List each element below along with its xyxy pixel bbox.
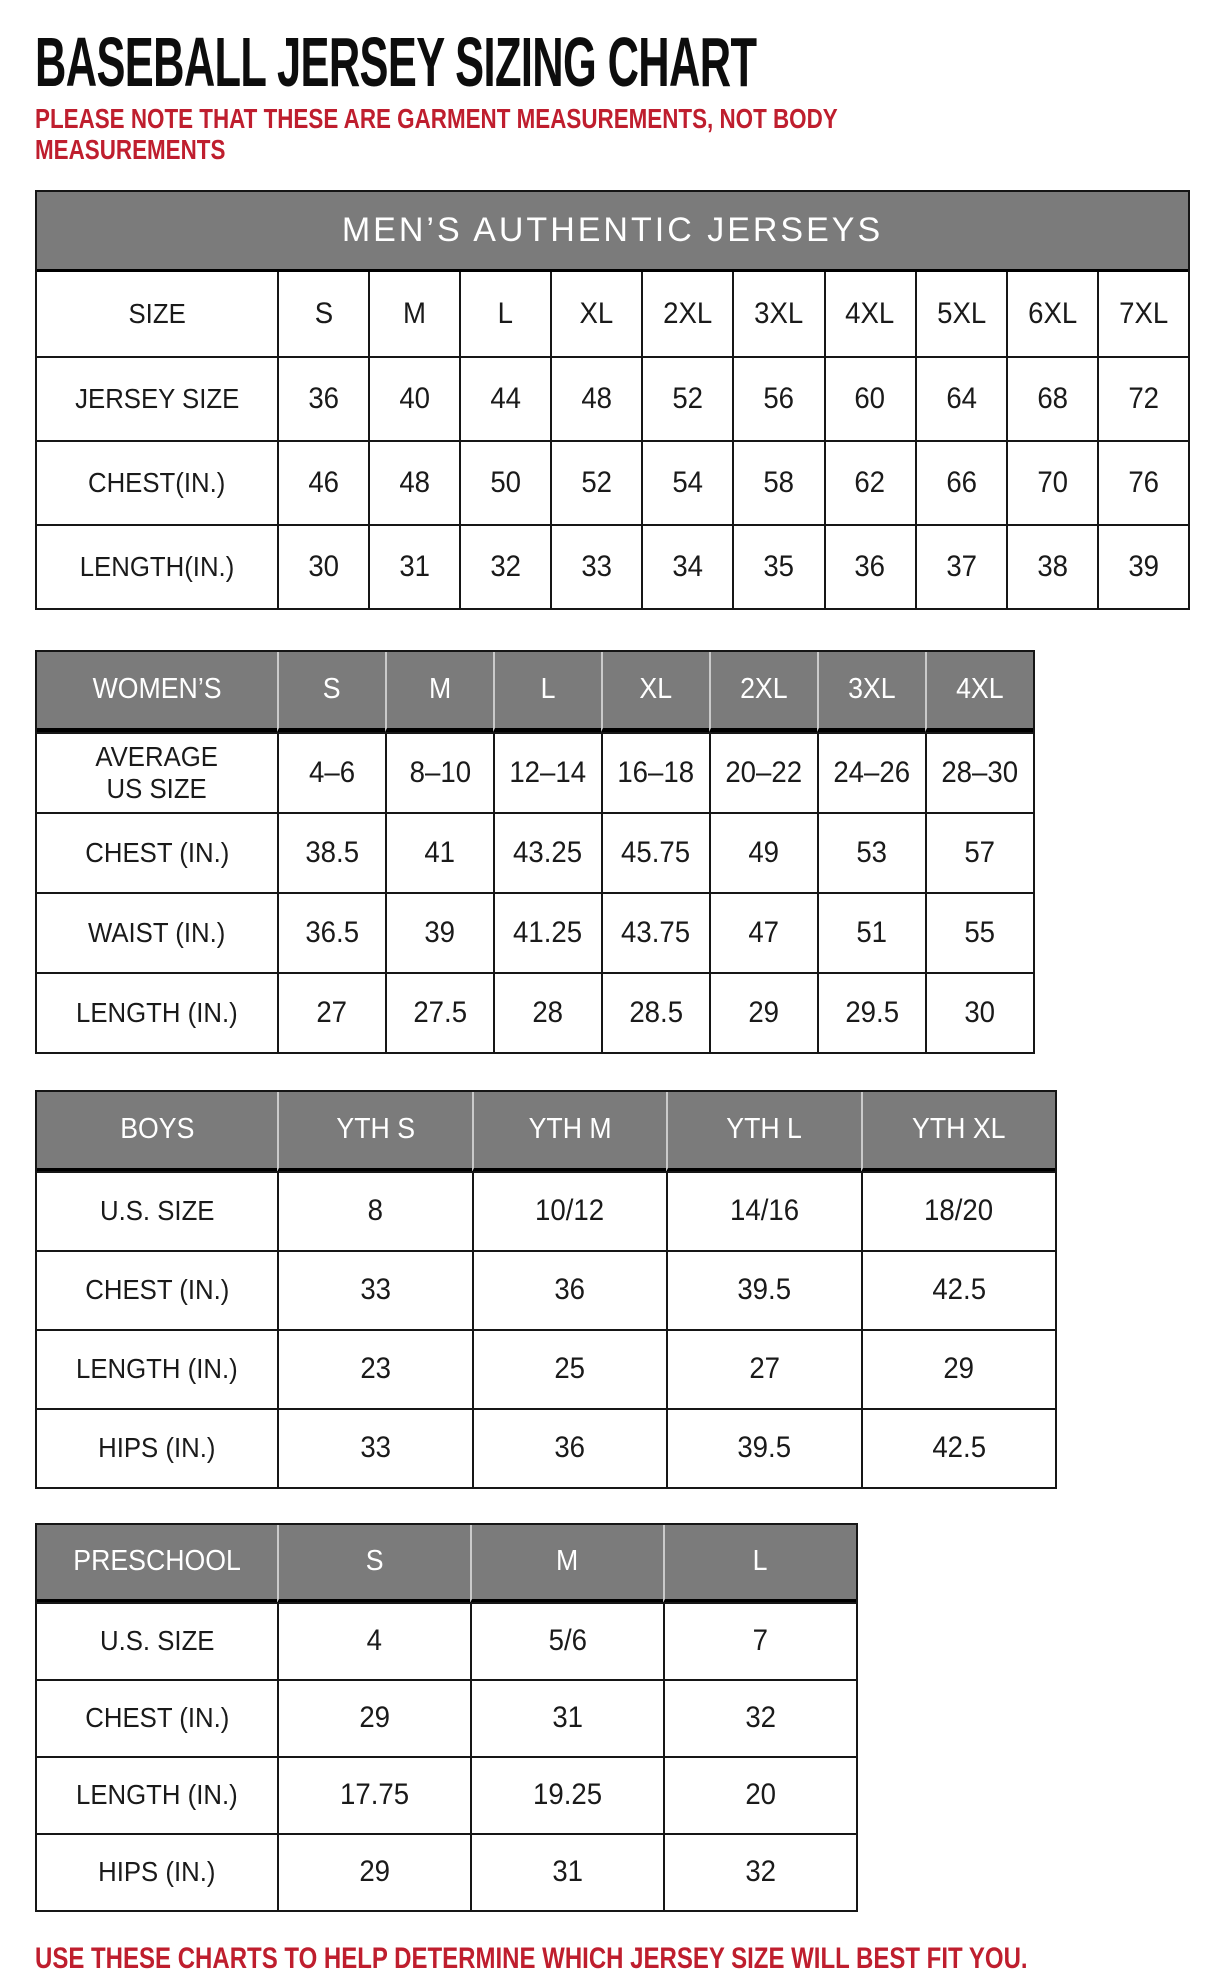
- mens-value-cell: 76: [1097, 440, 1188, 524]
- mens-value-cell: 33: [550, 524, 641, 608]
- womens-row-label-cell: LENGTH (IN.): [37, 972, 277, 1052]
- boys-value-cell: 42.5: [861, 1250, 1056, 1329]
- mens-value-cell: 48: [550, 356, 641, 440]
- womens-value-cell: 41: [385, 812, 493, 892]
- womens-header-cell: 4XL: [925, 652, 1033, 732]
- boys-row-label-cell: CHEST (IN.): [37, 1250, 277, 1329]
- mens-value-cell: 40: [368, 356, 459, 440]
- preschool-value-cell: 5/6: [470, 1602, 663, 1679]
- boys-value-cell: 39.5: [666, 1250, 861, 1329]
- mens-value-cell: 68: [1006, 356, 1097, 440]
- mens-value-cell: 52: [641, 356, 732, 440]
- boys-row-label-cell: LENGTH (IN.): [37, 1329, 277, 1408]
- womens-value-cell: 4–6: [277, 732, 385, 812]
- womens-value-cell: 8–10: [385, 732, 493, 812]
- preschool-row-label-cell: CHEST (IN.): [37, 1679, 277, 1756]
- mens-value-cell: 37: [915, 524, 1006, 608]
- womens-header-cell: 3XL: [817, 652, 925, 732]
- boys-header-cell: YTH S: [277, 1092, 472, 1172]
- mens-value-cell: 7XL: [1097, 272, 1188, 356]
- womens-value-cell: 28–30: [925, 732, 1033, 812]
- womens-value-cell: 30: [925, 972, 1033, 1052]
- page-title: BASEBALL JERSEY SIZING CHART: [35, 23, 757, 101]
- boys-row-label-cell: HIPS (IN.): [37, 1408, 277, 1487]
- mens-value-cell: 35: [732, 524, 823, 608]
- boys-sizing-table: [35, 1090, 1057, 1489]
- boys-row-label-cell: U.S. SIZE: [37, 1171, 277, 1250]
- womens-value-cell: 43.25: [493, 812, 601, 892]
- preschool-value-cell: 29: [277, 1679, 470, 1756]
- boys-value-cell: 14/16: [666, 1171, 861, 1250]
- womens-header-cell: M: [385, 652, 493, 732]
- womens-value-cell: 55: [925, 892, 1033, 972]
- womens-row-label-cell: CHEST (IN.): [37, 812, 277, 892]
- preschool-value-cell: 19.25: [470, 1756, 663, 1833]
- mens-value-cell: 50: [459, 440, 550, 524]
- mens-value-cell: 30: [277, 524, 368, 608]
- mens-value-cell: M: [368, 272, 459, 356]
- womens-value-cell: 28: [493, 972, 601, 1052]
- mens-value-cell: 64: [915, 356, 1006, 440]
- womens-header-cell: L: [493, 652, 601, 732]
- preschool-value-cell: 17.75: [277, 1756, 470, 1833]
- preschool-value-cell: 29: [277, 1833, 470, 1910]
- mens-row-label-cell: SIZE: [128, 297, 186, 329]
- mens-value-cell: XL: [550, 272, 641, 356]
- preschool-sizing-table: [35, 1523, 858, 1912]
- mens-value-cell: 66: [915, 440, 1006, 524]
- mens-value-cell: 34: [641, 524, 732, 608]
- boys-value-cell: 29: [861, 1329, 1056, 1408]
- mens-value-cell: 46: [277, 440, 368, 524]
- mens-sizing-table: [35, 190, 1190, 610]
- womens-value-cell: 27.5: [385, 972, 493, 1052]
- preschool-header-label-cell: PRESCHOOL: [37, 1525, 277, 1603]
- boys-header-cell: YTH XL: [861, 1092, 1056, 1172]
- womens-value-cell: 29.5: [817, 972, 925, 1052]
- mens-value-cell: 38: [1006, 524, 1097, 608]
- preschool-value-cell: 20: [663, 1756, 856, 1833]
- womens-value-cell: 47: [709, 892, 817, 972]
- womens-value-cell: 29: [709, 972, 817, 1052]
- womens-value-cell: 38.5: [277, 812, 385, 892]
- mens-value-cell: 60: [824, 356, 915, 440]
- preschool-header-cell: M: [470, 1525, 663, 1603]
- womens-value-cell: 45.75: [601, 812, 709, 892]
- womens-header-label-cell: WOMEN’S: [37, 652, 277, 732]
- boys-value-cell: 36: [472, 1408, 667, 1487]
- mens-value-cell: 2XL: [641, 272, 732, 356]
- mens-value-cell: 36: [824, 524, 915, 608]
- preschool-value-cell: 32: [663, 1679, 856, 1756]
- mens-table-banner: MEN’S AUTHENTIC JERSEYS: [37, 192, 1188, 272]
- boys-value-cell: 10/12: [472, 1171, 667, 1250]
- preschool-row-label-cell: U.S. SIZE: [37, 1602, 277, 1679]
- garment-measurements-note: PLEASE NOTE THAT THESE ARE GARMENT MEASUREMENTS, NOT BODY MEASUREMENTS: [35, 103, 838, 165]
- mens-row-label-cell: JERSEY SIZE: [37, 356, 277, 440]
- mens-value-cell: 56: [732, 356, 823, 440]
- womens-value-cell: 28.5: [601, 972, 709, 1052]
- womens-value-cell: 41.25: [493, 892, 601, 972]
- womens-header-cell: XL: [601, 652, 709, 732]
- mens-row-label-cell: CHEST(IN.): [37, 440, 277, 524]
- boys-value-cell: 42.5: [861, 1408, 1056, 1487]
- boys-value-cell: 39.5: [666, 1408, 861, 1487]
- boys-header-cell: YTH M: [472, 1092, 667, 1172]
- mens-value-cell: 52: [550, 440, 641, 524]
- mens-value-cell: 72: [1097, 356, 1188, 440]
- womens-row-label-cell: AVERAGE US SIZE: [37, 732, 277, 812]
- preschool-value-cell: 31: [470, 1679, 663, 1756]
- womens-value-cell: 39: [385, 892, 493, 972]
- boys-header-cell: YTH L: [666, 1092, 861, 1172]
- boys-value-cell: 36: [472, 1250, 667, 1329]
- mens-value-cell: 4XL: [824, 272, 915, 356]
- mens-value-cell: 48: [368, 440, 459, 524]
- preschool-value-cell: 4: [277, 1602, 470, 1679]
- mens-value-cell: 70: [1006, 440, 1097, 524]
- mens-value-cell: 62: [824, 440, 915, 524]
- preschool-header-cell: L: [663, 1525, 856, 1603]
- womens-sizing-table: [35, 650, 1035, 1054]
- mens-row-label-cell: LENGTH(IN.): [37, 524, 277, 608]
- womens-row-label-cell: WAIST (IN.): [37, 892, 277, 972]
- preschool-value-cell: 7: [663, 1602, 856, 1679]
- mens-value-cell: 58: [732, 440, 823, 524]
- preschool-value-cell: 32: [663, 1833, 856, 1910]
- mens-value-cell: 32: [459, 524, 550, 608]
- mens-value-cell: 39: [1097, 524, 1188, 608]
- boys-value-cell: 27: [666, 1329, 861, 1408]
- womens-value-cell: 16–18: [601, 732, 709, 812]
- womens-value-cell: 24–26: [817, 732, 925, 812]
- preschool-row-label-cell: HIPS (IN.): [37, 1833, 277, 1910]
- boys-value-cell: 25: [472, 1329, 667, 1408]
- womens-header-cell: 2XL: [709, 652, 817, 732]
- mens-value-cell: 31: [368, 524, 459, 608]
- womens-value-cell: 27: [277, 972, 385, 1052]
- boys-header-label-cell: BOYS: [37, 1092, 277, 1172]
- boys-value-cell: 8: [277, 1171, 472, 1250]
- womens-value-cell: 49: [709, 812, 817, 892]
- preschool-row-label-cell: LENGTH (IN.): [37, 1756, 277, 1833]
- mens-value-cell: S: [277, 272, 368, 356]
- mens-value-cell: 3XL: [732, 272, 823, 356]
- sizing-charts: [35, 190, 1185, 1912]
- preschool-header-cell: S: [277, 1525, 470, 1603]
- womens-value-cell: 20–22: [709, 732, 817, 812]
- womens-value-cell: 43.75: [601, 892, 709, 972]
- preschool-value-cell: 31: [470, 1833, 663, 1910]
- fit-advice-footer: USE THESE CHARTS TO HELP DETERMINE WHICH JERSEY SIZE WILL BEST FIT YOU.: [35, 1941, 1028, 1975]
- womens-value-cell: 57: [925, 812, 1033, 892]
- womens-value-cell: 36.5: [277, 892, 385, 972]
- mens-value-cell: 5XL: [915, 272, 1006, 356]
- boys-value-cell: 23: [277, 1329, 472, 1408]
- womens-value-cell: 51: [817, 892, 925, 972]
- boys-value-cell: 18/20: [861, 1171, 1056, 1250]
- womens-value-cell: 53: [817, 812, 925, 892]
- mens-value-cell: 6XL: [1006, 272, 1097, 356]
- womens-header-cell: S: [277, 652, 385, 732]
- boys-value-cell: 33: [277, 1408, 472, 1487]
- mens-value-cell: L: [459, 272, 550, 356]
- mens-value-cell: 54: [641, 440, 732, 524]
- boys-value-cell: 33: [277, 1250, 472, 1329]
- mens-value-cell: 36: [277, 356, 368, 440]
- womens-value-cell: 12–14: [493, 732, 601, 812]
- mens-value-cell: 44: [459, 356, 550, 440]
